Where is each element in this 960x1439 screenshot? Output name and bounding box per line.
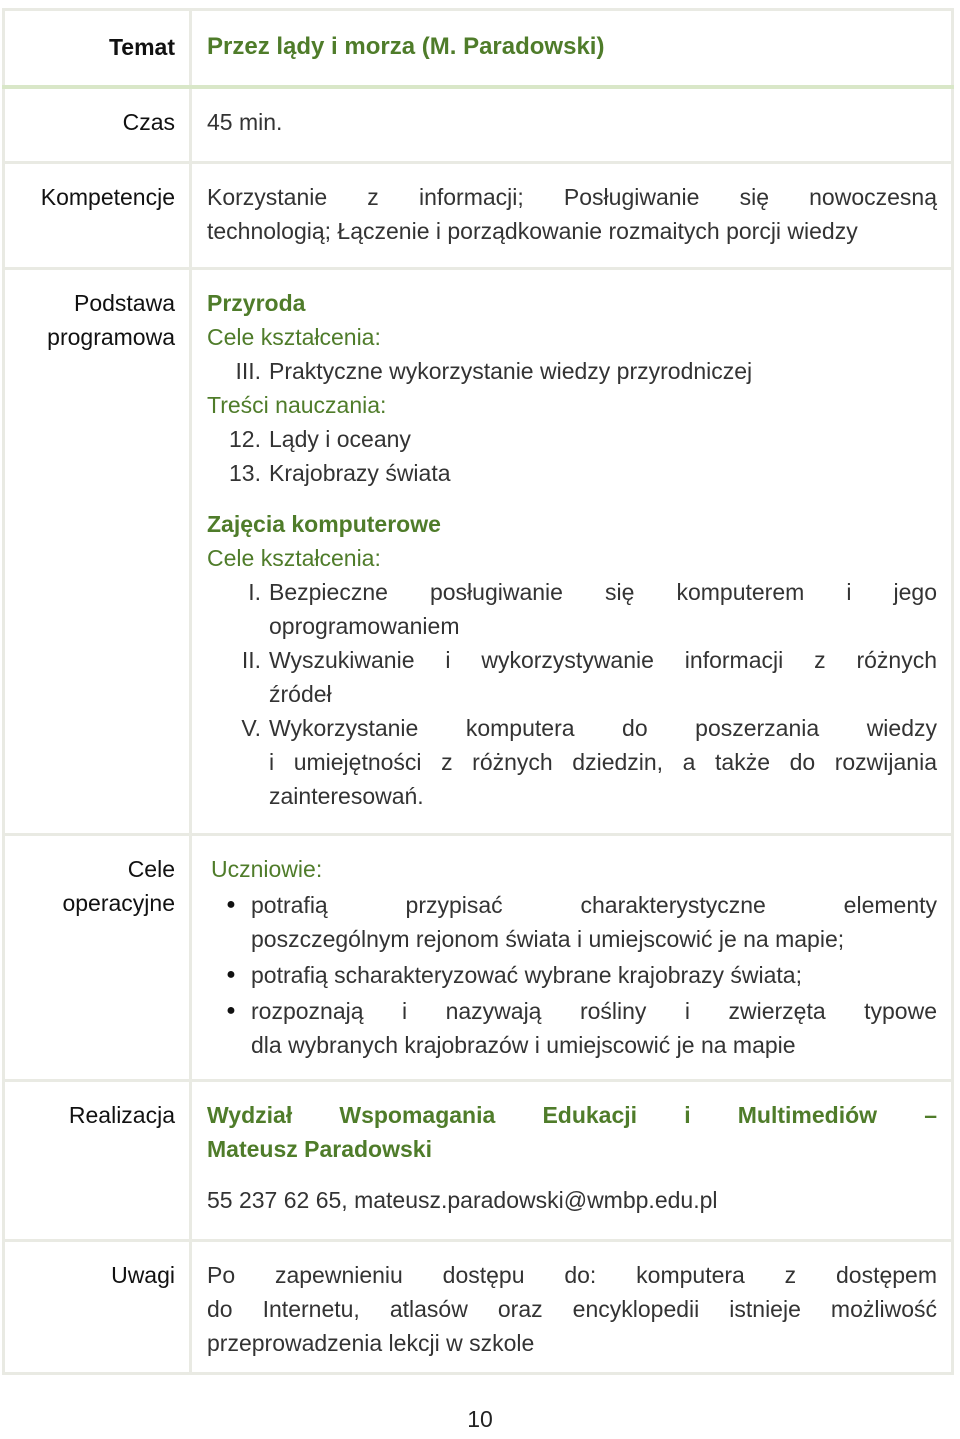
duration-value: 45 min. [192,89,954,161]
label-podstawa [2,270,192,833]
label-line: Cele [127,856,175,882]
item-line: zainteresowań. [269,783,424,809]
list-item [207,422,937,456]
item-line: Wykorzystanie komputera do poszerzania wiedzy [269,715,937,741]
competencies-line: technologią; Łączenie i porządkowanie rozmaitych porcji wiedzy [207,218,858,244]
remarks-text [192,1242,954,1372]
list-item [211,994,937,1062]
item-line: potrafią scharakteryzować wybrane krajobrazy świata; [251,962,802,988]
item-line: dla wybranych krajobrazów i umiejscowić je na mapie [251,1032,796,1058]
subheading-tresci: Treści nauczania: [207,392,387,418]
list-item [211,888,937,956]
contact-info: 55 237 62 65, mateusz.paradowski@wmbp.edu.pl [207,1187,718,1213]
list-item [207,575,937,643]
bullet-icon: ● [226,896,236,913]
section-heading-przyroda: Przyroda [207,290,306,316]
item-text: Lądy i oceany [269,426,411,452]
item-text: Praktyczne wykorzystanie wiedzy przyrodniczej [269,358,753,384]
item-number: III. [235,358,261,384]
lesson-title: Przez lądy i morza (M. Paradowski) [192,11,954,85]
label-uwagi: Uwagi [2,1242,192,1372]
list-item [207,456,937,490]
row-realizacja [2,1082,954,1242]
competencies-line: Korzystanie z informacji; Posługiwanie się nowoczesną [207,184,937,210]
item-text [269,575,937,643]
item-text [251,888,937,956]
row-kompetencje [2,164,954,270]
label-line: Podstawa [73,290,175,316]
item-line: Bezpieczne posługiwanie się komputerem i jego [269,579,937,605]
list-item [211,958,937,992]
students-heading: Uczniowie: [211,856,323,882]
remarks-line: do Internetu, atlasów oraz encyklopedii istnieje możliwość [207,1296,937,1322]
item-line: i umiejętności z różnych dziedzin, a także do rozwijania [269,749,937,775]
author-name: Mateusz Paradowski [207,1136,432,1162]
item-line: źródeł [269,681,332,707]
bullet-icon: ● [226,966,236,983]
item-number: V. [241,715,261,741]
row-temat [2,8,954,89]
competencies-text [192,164,954,267]
page-number: 10 [467,1406,493,1432]
item-text [269,643,937,711]
remarks-line: przeprowadzenia lekcji w szkole [207,1330,535,1356]
bullet-icon: ● [226,1002,236,1019]
row-podstawa [2,270,954,836]
curriculum-content [192,270,954,833]
zajecia-goals-list [207,575,937,813]
item-line: Wyszukiwanie i wykorzystywanie informacji z różnych [269,647,937,673]
item-line: oprogramowaniem [269,613,460,639]
item-number: 12. [229,426,261,452]
item-number: I. [248,579,261,605]
lesson-plan-table [2,8,954,1375]
realization-content [192,1082,954,1239]
item-text [251,958,937,992]
item-text [251,994,937,1062]
label-cele-operacyjne [2,836,192,1079]
subheading-cele: Cele kształcenia: [207,324,381,350]
item-number: 13. [229,460,261,486]
list-item [207,643,937,711]
label-kompetencje: Kompetencje [2,164,192,267]
item-line: potrafią przypisać charakterystyczne elementy [251,892,937,918]
item-line: poszczególnym rejonom świata i umiejscowić je na mapie; [251,926,845,952]
item-number: II. [241,647,261,673]
subheading-cele: Cele kształcenia: [207,545,381,571]
goals-bullet-list [211,888,937,1062]
label-line: operacyjne [62,890,175,916]
item-line: rozpoznają i nazywają rośliny i zwierzęta typowe [251,998,937,1024]
row-cele-operacyjne [2,836,954,1082]
przyroda-goals-list [207,354,937,388]
section-heading-zajecia: Zajęcia komputerowe [207,511,441,537]
operational-goals [192,836,954,1079]
remarks-line: Po zapewnieniu dostępu do: komputera z dostępem [207,1262,937,1288]
label-czas: Czas [2,89,192,161]
label-realizacja: Realizacja [2,1082,192,1239]
label-line: programowa [47,324,175,350]
organization-name: Wydział Wspomagania Edukacji i Multimediów – [207,1102,937,1128]
row-uwagi [2,1242,954,1375]
list-item [207,354,937,388]
przyroda-content-list [207,422,937,490]
list-item [207,711,937,813]
label-temat: Temat [2,11,192,85]
row-czas [2,89,954,164]
item-text [269,711,937,813]
item-text: Krajobrazy świata [269,460,451,486]
